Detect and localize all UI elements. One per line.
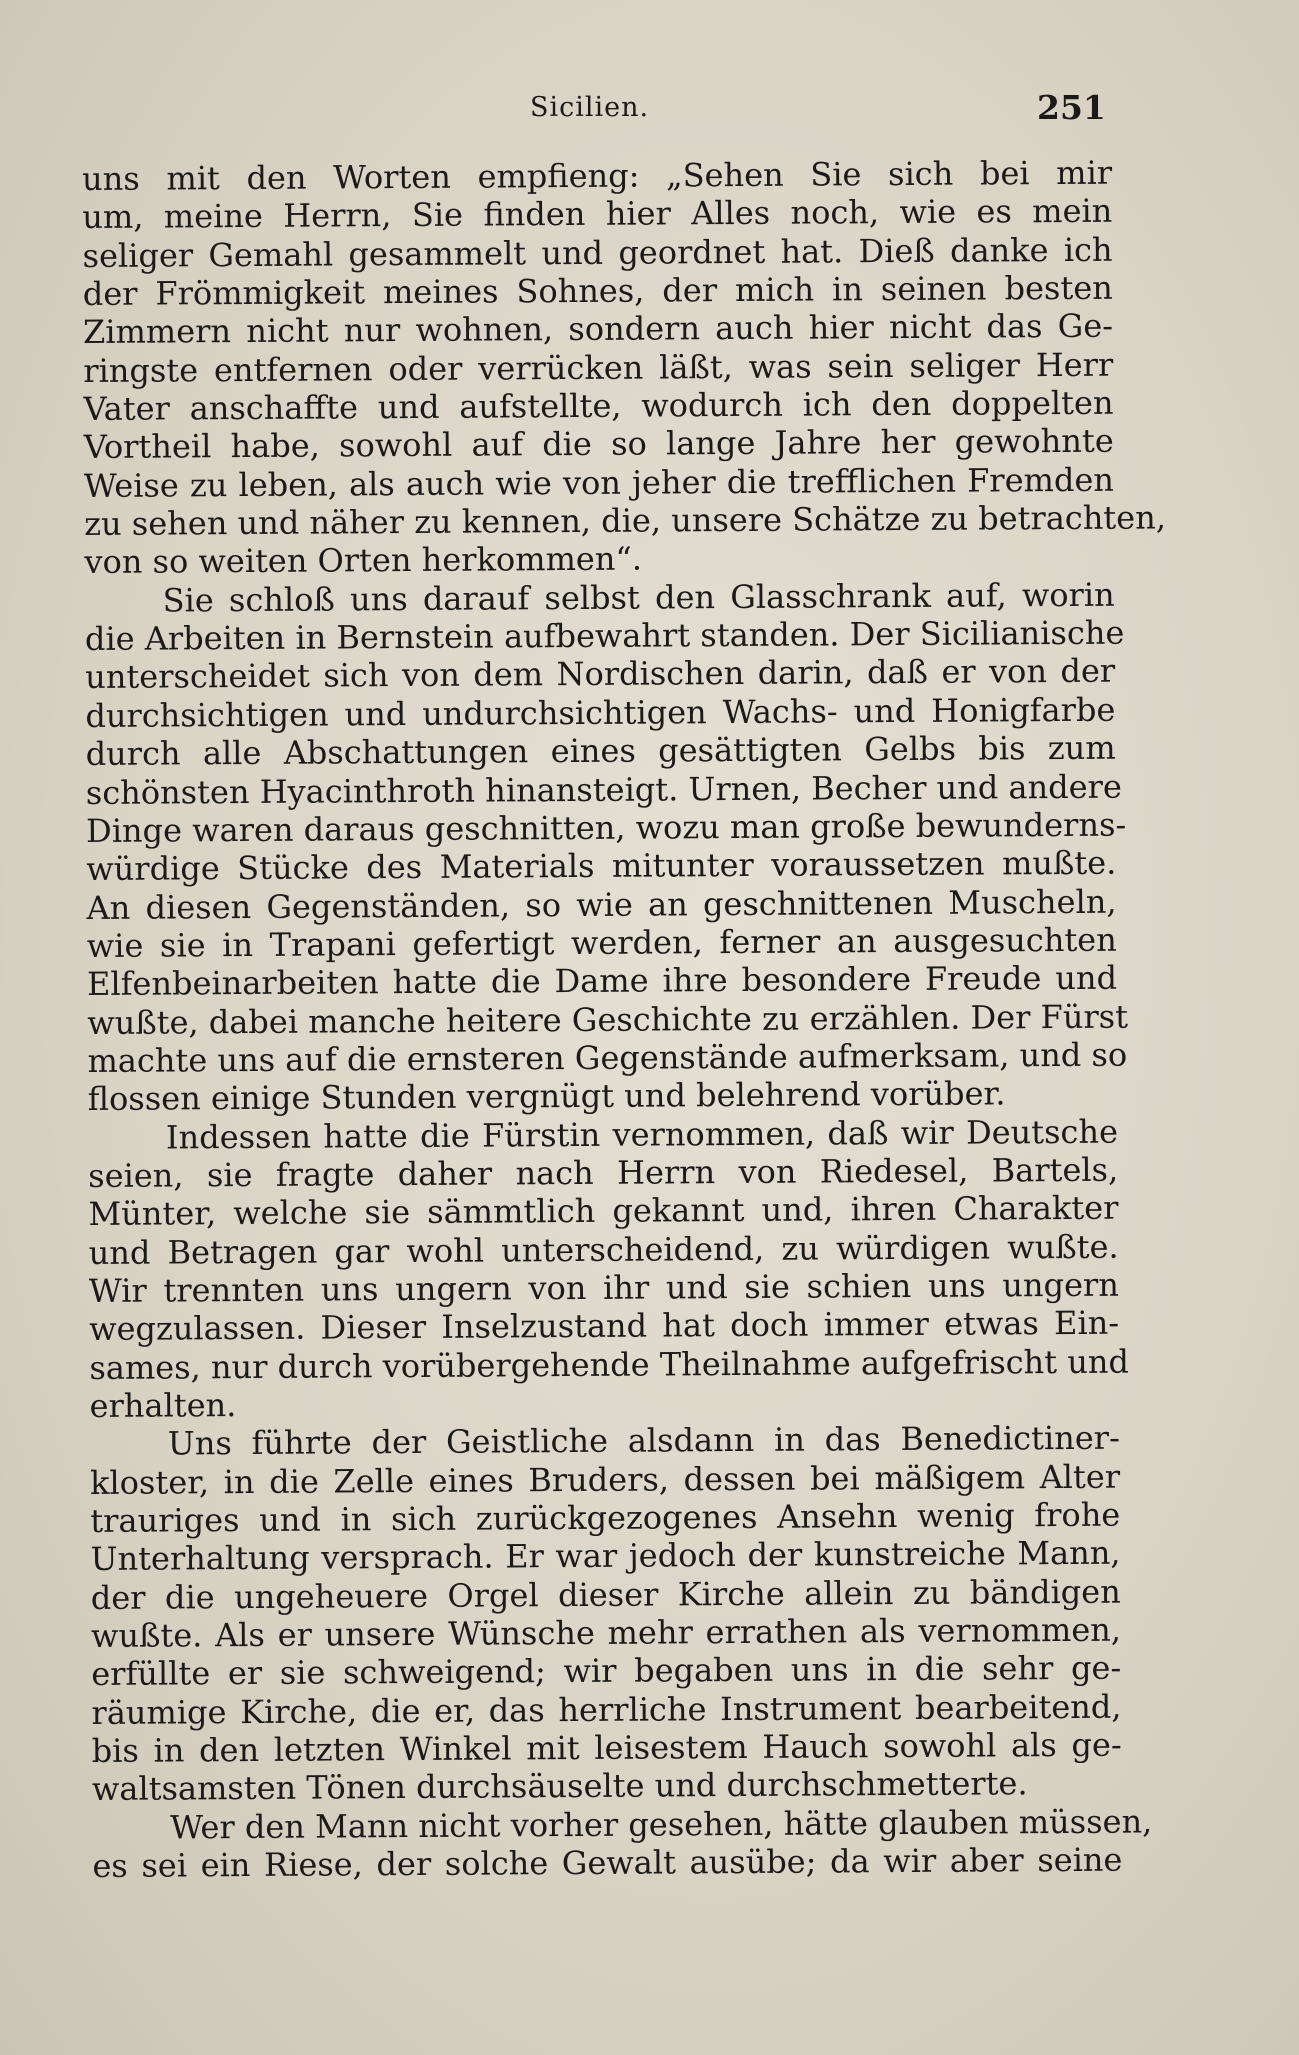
- text-line: von so weiten Orten herkommen“.: [84, 540, 643, 582]
- text-line: zu sehen und näher zu kennen, die, unsere Schätze zu betrachten,: [84, 498, 1167, 544]
- page-header: [0, 88, 1299, 142]
- text-line: bis in den letzten Winkel mit leisestem Hauch sowohl als ge-: [91, 1725, 1122, 1771]
- text-line: Vortheil habe, sowohl auf die so lange Jahre her gewohnte: [83, 422, 1114, 467]
- text-line: Vater anschaffte und aufstellte, wodurch ich den doppelten: [83, 383, 1114, 429]
- paragraph: [82, 153, 1167, 582]
- text-line: unterscheidet sich von dem Nordischen darin, daß er von der: [85, 652, 1116, 697]
- text-line: durch alle Abschattungen eines gesättigten Gelbs bis zum: [85, 728, 1116, 774]
- text-line: uns mit den Worten empfieng: „Sehen Sie sich bei mir: [82, 153, 1113, 198]
- text-line: die Arbeiten in Bernstein aufbewahrt standen. Der Sicilianische: [84, 613, 1125, 659]
- text-line: Wer den Mann nicht vorher gesehen, hätte glauben müssen,: [170, 1802, 1153, 1847]
- text-line: An diesen Gegenständen, so wie an geschnittenen Muscheln,: [86, 882, 1117, 927]
- text-line: Unterhaltung versprach. Er war jedoch der kunstreiche Mann,: [90, 1534, 1121, 1579]
- text-line: Elfenbeinarbeiten hatte die Dame ihre besondere Freude und: [86, 958, 1118, 1004]
- text-line: erhalten.: [89, 1386, 237, 1425]
- text-line: der Frömmigkeit meines Sohnes, der mich in seinen besten: [82, 268, 1113, 314]
- text-line: waltsamsten Tönen durchsäuselte und durchschmetterte.: [91, 1764, 1028, 1809]
- text-line: um, meine Herrn, Sie finden hier Alles noch, wie es mein: [82, 192, 1113, 237]
- paragraph: [88, 1112, 1130, 1425]
- text-line: Uns führte der Geistliche alsdann in das Benedictiner-: [167, 1419, 1120, 1463]
- text-line: es sei ein Riese, der solche Gewalt ausübe; da wir aber seine: [92, 1840, 1123, 1886]
- text-line: der die ungeheuere Orgel dieser Kirche allein zu bändigen: [90, 1572, 1121, 1617]
- text-line: würdige Stücke des Materials mitunter voraussetzen mußte.: [86, 843, 1117, 889]
- paragraph: [90, 1419, 1122, 1809]
- paragraph: [84, 575, 1129, 1119]
- text-line: wußte, dabei manche heitere Geschichte zu erzählen. Der Fürst: [87, 997, 1129, 1042]
- text-line: Sie schloß uns darauf selbst den Glasschrank auf, worin: [162, 575, 1115, 620]
- text-line: trauriges und in sich zurückgezogenes Ansehn wenig frohe: [90, 1495, 1121, 1541]
- text-line: Zimmern nicht nur wohnen, sondern auch hier nicht das Ge-: [82, 307, 1114, 352]
- text-line: Indessen hatte die Fürstin vernommen, daß wir Deutsche: [165, 1112, 1119, 1157]
- text-line: durchsichtigen und undurchsichtigen Wachs- und Honigfarbe: [85, 690, 1116, 735]
- text-line: und Betragen gar wohl unterscheidend, zu würdigen wußte.: [88, 1227, 1119, 1272]
- paragraph: [92, 1802, 1153, 1886]
- text-line: ringste entfernen oder verrücken läßt, was sein seliger Herr: [83, 345, 1114, 390]
- text-line: machte uns auf die ernsteren Gegenstände aufmerksam, und so: [87, 1035, 1128, 1080]
- page-number: 251: [1037, 88, 1106, 127]
- body-text: [82, 153, 1167, 1886]
- text-line: wußte. Als er unsere Wünsche mehr errathen als vernommen,: [90, 1610, 1122, 1656]
- running-head: Sicilien.: [530, 92, 650, 123]
- text-line: Wir trennten uns ungern von ihr und sie schien uns ungern: [88, 1265, 1120, 1310]
- text-line: Dinge waren daraus geschnitten, wozu man große bewunderns-: [85, 805, 1127, 850]
- text-line: schönsten Hyacinthroth hinansteigt. Urnen, Becher und andere: [85, 767, 1122, 812]
- text-line: sames, nur durch vorübergehende Theilnahme aufgefrischt und: [89, 1342, 1130, 1387]
- text-line: Münter, welche sie sämmtlich gekannt und, ihren Charakter: [88, 1188, 1119, 1234]
- text-line: räumige Kirche, die er, das herrliche Instrument bearbeitend,: [91, 1687, 1122, 1732]
- text-line: wegzulassen. Dieser Inselzustand hat doch immer etwas Ein-: [89, 1303, 1120, 1349]
- text-line: seliger Gemahl gesammelt und geordnet hat. Dieß danke ich: [82, 230, 1113, 275]
- text-line: kloster, in die Zelle eines Bruders, dessen bei mäßigem Alter: [89, 1457, 1121, 1502]
- text-line: flossen einige Stunden vergnügt und belehrend vorüber.: [87, 1074, 1006, 1119]
- text-line: seien, sie fragte daher nach Herrn von Riedesel, Bartels,: [88, 1150, 1119, 1195]
- text-line: wie sie in Trapani gefertigt werden, ferner an ausgesuchten: [86, 920, 1117, 965]
- text-line: erfüllte er sie schweigend; wir begaben uns in die sehr ge-: [91, 1649, 1122, 1694]
- text-line: Weise zu leben, als auch wie von jeher die trefflichen Fremden: [83, 460, 1115, 505]
